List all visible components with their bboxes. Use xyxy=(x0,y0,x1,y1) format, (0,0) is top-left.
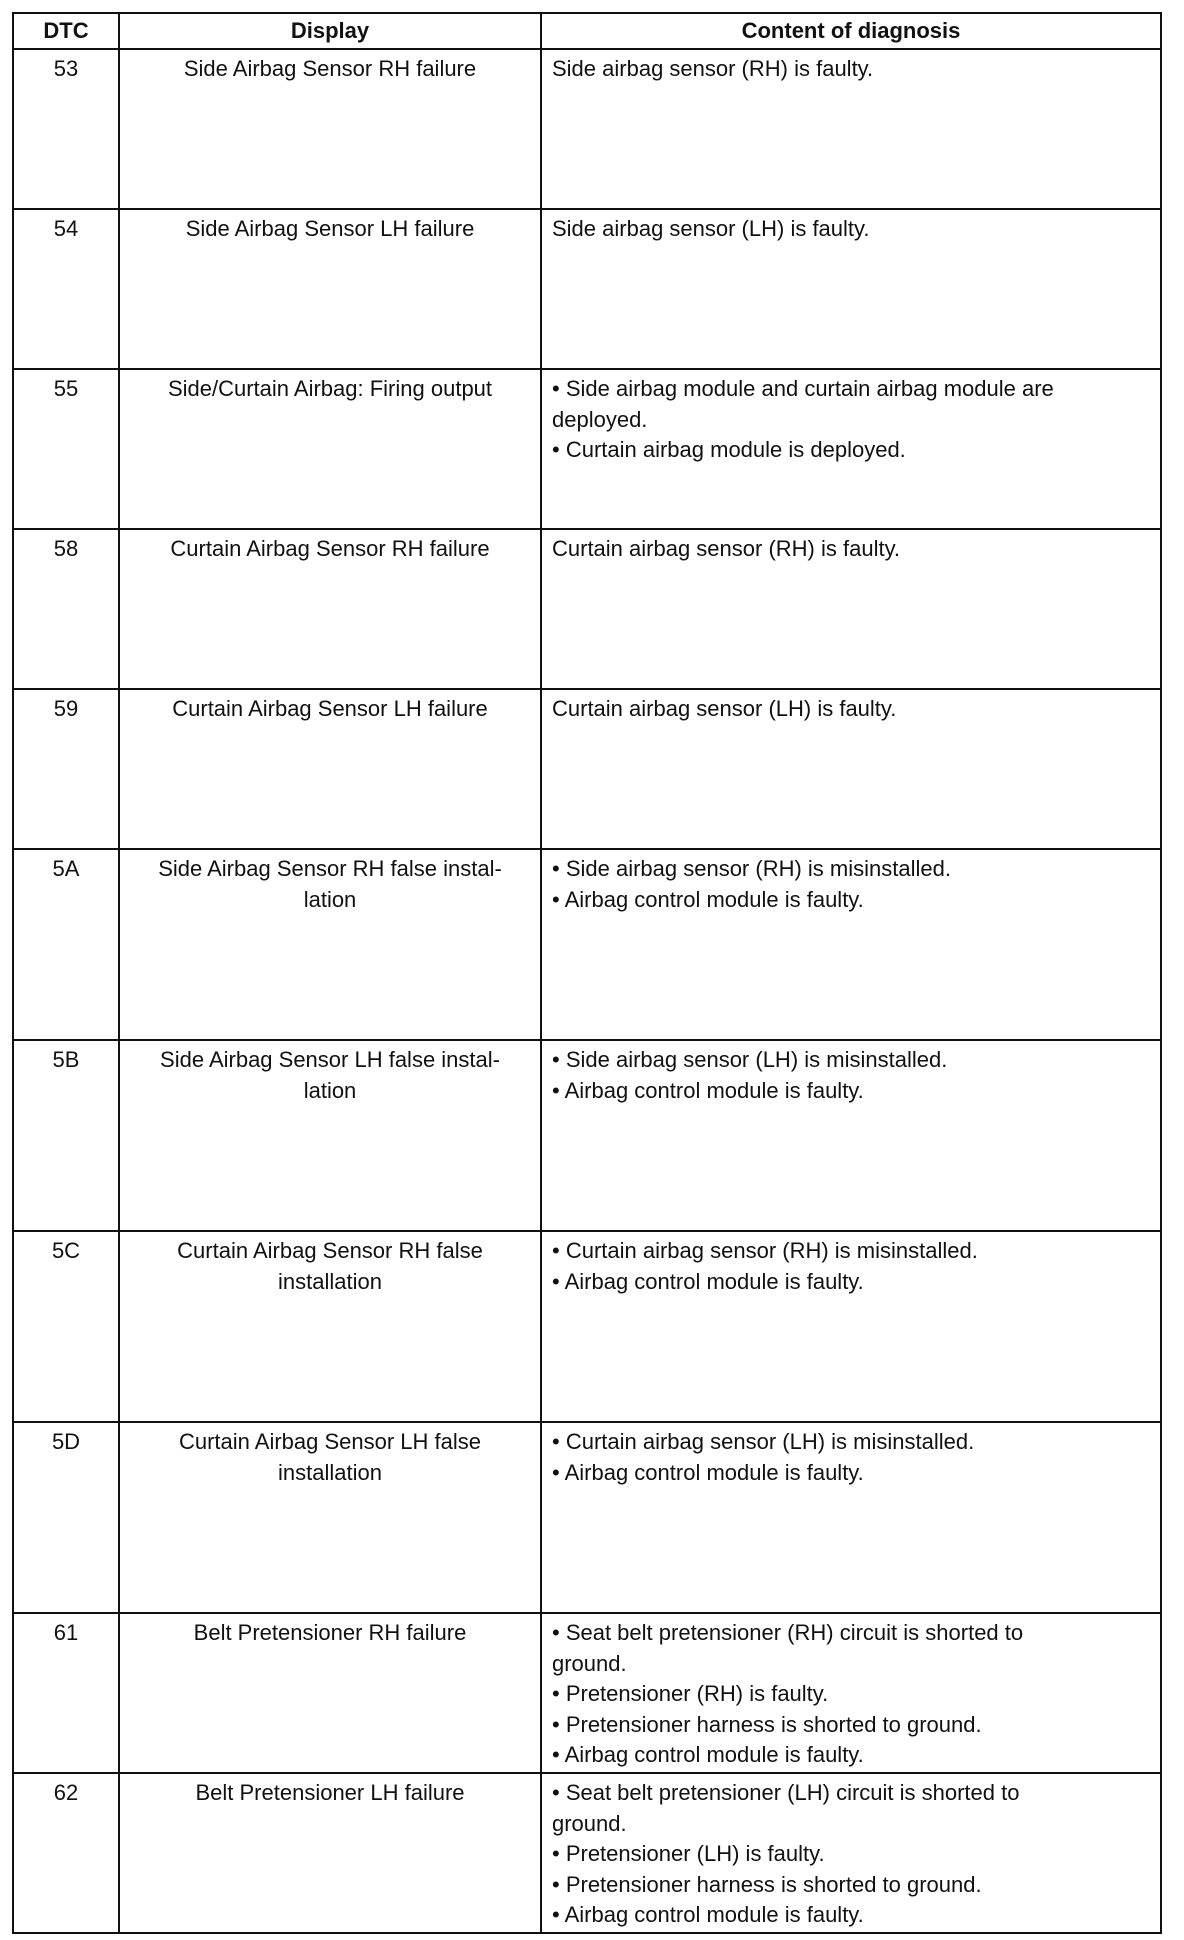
diagnosis-content-cell xyxy=(541,1231,1161,1422)
diagnosis-line: • Pretensioner (RH) is faulty. xyxy=(552,1681,829,1706)
diagnosis-line: • Seat belt pretensioner (RH) circuit is shorted to xyxy=(552,1620,1024,1645)
table-row xyxy=(13,849,1161,1040)
display-text-line: Curtain Airbag Sensor RH failure xyxy=(170,536,490,561)
diagnosis-line: • Airbag control module is faulty. xyxy=(552,1268,864,1294)
diagnosis-content-cell xyxy=(541,209,1161,369)
display-text-line: Curtain Airbag Sensor LH false xyxy=(178,1429,482,1454)
display-text-line: installation xyxy=(278,1268,382,1294)
diagnosis-line: • Airbag control module is faulty. xyxy=(552,1077,864,1103)
table-row xyxy=(13,49,1161,209)
display-cell xyxy=(119,1231,541,1422)
diagnosis-line: Curtain airbag sensor (RH) is faulty. xyxy=(552,536,901,561)
diagnosis-line: • Airbag control module is faulty. xyxy=(552,1459,864,1485)
diagnosis-line: • Side airbag sensor (RH) is misinstalled. xyxy=(552,856,951,881)
diagnosis-line: ground. xyxy=(552,1810,627,1836)
table-row xyxy=(13,369,1161,529)
display-cell xyxy=(119,1613,541,1773)
diagnosis-line: • Side airbag module and curtain airbag module are xyxy=(552,376,1054,401)
display-cell xyxy=(119,1773,541,1933)
header-content: Content of diagnosis xyxy=(541,13,1161,49)
display-text-line: Side Airbag Sensor LH false instal- xyxy=(160,1047,500,1072)
diagnosis-line: • Curtain airbag sensor (LH) is misinstalled. xyxy=(552,1429,975,1454)
diagnosis-line: • Curtain airbag module is deployed. xyxy=(552,437,906,462)
display-cell xyxy=(119,49,541,209)
table-row xyxy=(13,209,1161,369)
table-row xyxy=(13,1422,1161,1613)
diagnosis-line: deployed. xyxy=(552,406,648,432)
diagnosis-line: • Airbag control module is faulty. xyxy=(552,1742,864,1767)
display-cell xyxy=(119,1040,541,1231)
diagnosis-line: Side airbag sensor (LH) is faulty. xyxy=(552,216,870,241)
diagnosis-content-cell xyxy=(541,849,1161,1040)
diagnosis-line: • Side airbag sensor (LH) is misinstalled. xyxy=(552,1047,948,1072)
table-row xyxy=(13,1231,1161,1422)
dtc-code-cell: 54 xyxy=(13,209,119,369)
diagnosis-content-cell xyxy=(541,369,1161,529)
display-text-line: lation xyxy=(303,1077,357,1103)
display-text-line: Side Airbag Sensor RH failure xyxy=(183,56,477,81)
diagnosis-line: Curtain airbag sensor (LH) is faulty. xyxy=(552,696,897,721)
diagnosis-line: • Seat belt pretensioner (LH) circuit is shorted to xyxy=(552,1780,1020,1805)
dtc-code-cell: 61 xyxy=(13,1613,119,1773)
diagnosis-content-cell xyxy=(541,689,1161,849)
dtc-code-cell: 62 xyxy=(13,1773,119,1933)
dtc-code-cell: 5A xyxy=(13,849,119,1040)
diagnosis-line: • Pretensioner harness is shorted to ground. xyxy=(552,1871,982,1897)
dtc-code-cell: 59 xyxy=(13,689,119,849)
diagnosis-line: • Pretensioner harness is shorted to ground. xyxy=(552,1711,982,1737)
display-text-line: Side/Curtain Airbag: Firing output xyxy=(167,376,493,401)
display-text-line: Side Airbag Sensor RH false instal- xyxy=(158,856,502,881)
dtc-code-cell: 53 xyxy=(13,49,119,209)
display-text-line: Side Airbag Sensor LH failure xyxy=(185,216,475,241)
display-text-line: installation xyxy=(278,1459,382,1485)
diagnosis-line: • Curtain airbag sensor (RH) is misinstalled. xyxy=(552,1238,978,1263)
display-text-line: Curtain Airbag Sensor RH false xyxy=(177,1238,483,1263)
dtc-code-cell: 55 xyxy=(13,369,119,529)
diagnosis-line: • Airbag control module is faulty. xyxy=(552,886,864,912)
display-cell xyxy=(119,529,541,689)
display-cell xyxy=(119,369,541,529)
diagnosis-line: • Airbag control module is faulty. xyxy=(552,1902,864,1927)
diagnosis-content-cell xyxy=(541,1613,1161,1773)
diagnosis-line: Side airbag sensor (RH) is faulty. xyxy=(552,56,874,81)
table-row xyxy=(13,1040,1161,1231)
display-text-line: Belt Pretensioner LH failure xyxy=(195,1780,465,1805)
diagnosis-content-cell xyxy=(541,1773,1161,1933)
display-text-line: Curtain Airbag Sensor LH failure xyxy=(172,696,488,721)
diagnosis-content-cell xyxy=(541,49,1161,209)
display-cell xyxy=(119,689,541,849)
dtc-code-cell: 5C xyxy=(13,1231,119,1422)
table-row xyxy=(13,1613,1161,1773)
diagnosis-content-cell xyxy=(541,529,1161,689)
diagnosis-line: ground. xyxy=(552,1650,627,1676)
diagnosis-content-cell xyxy=(541,1040,1161,1231)
dtc-code-cell: 58 xyxy=(13,529,119,689)
table-row xyxy=(13,529,1161,689)
header-dtc: DTC xyxy=(13,13,119,49)
dtc-code-cell: 5D xyxy=(13,1422,119,1613)
header-display: Display xyxy=(119,13,541,49)
display-cell xyxy=(119,849,541,1040)
table-row xyxy=(13,689,1161,849)
diagnosis-line: • Pretensioner (LH) is faulty. xyxy=(552,1841,825,1866)
diagnosis-content-cell xyxy=(541,1422,1161,1613)
table-row xyxy=(13,1773,1161,1933)
display-cell xyxy=(119,1422,541,1613)
dtc-table xyxy=(12,12,1162,1934)
display-cell xyxy=(119,209,541,369)
display-text-line: Belt Pretensioner RH failure xyxy=(193,1620,467,1645)
header-row xyxy=(13,13,1161,49)
dtc-code-cell: 5B xyxy=(13,1040,119,1231)
table-body xyxy=(13,49,1161,1933)
display-text-line: lation xyxy=(303,886,357,912)
